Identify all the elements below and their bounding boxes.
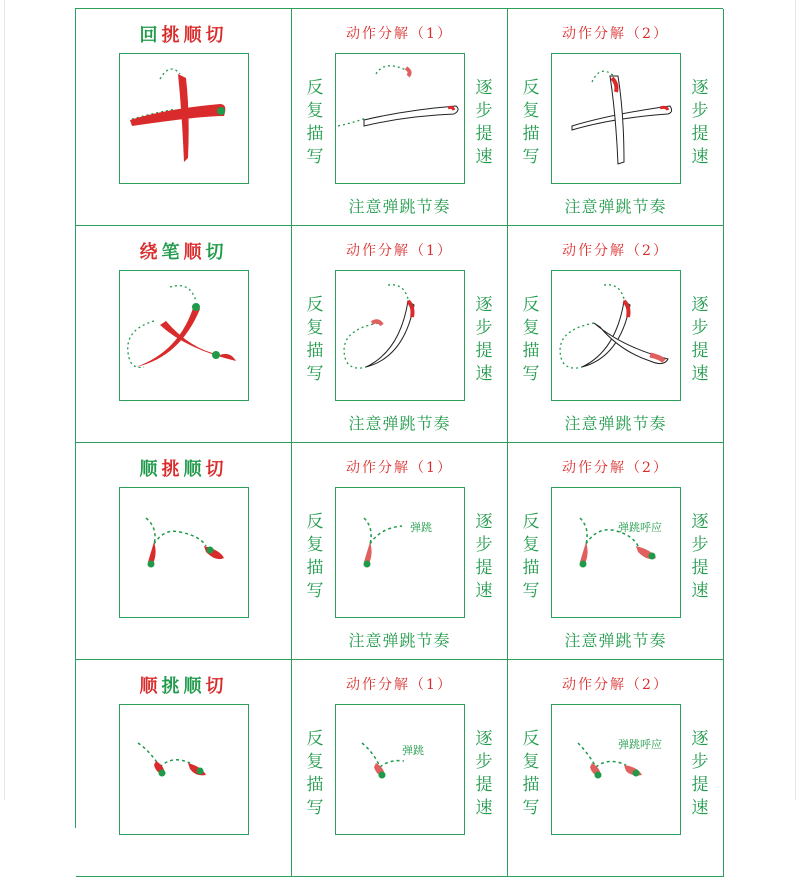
stroke-step1-icon	[336, 271, 463, 399]
step2-box	[551, 704, 681, 835]
title-char: 切	[205, 459, 228, 480]
bounce-note: 弹跳	[410, 521, 432, 534]
title-char: 回	[139, 25, 162, 46]
left-side-text: 反复描写	[522, 729, 540, 818]
left-side-text: 反复描写	[306, 295, 324, 384]
bounce-echo-note: 弹跳呼应	[618, 738, 662, 751]
right-side-text: 逐步提速	[691, 512, 709, 601]
row-1-demo-cell	[76, 9, 292, 226]
stroke-step2-icon	[552, 271, 679, 399]
step1-title: 动作分解（1）	[346, 460, 453, 476]
caption: 注意弹跳节奏	[564, 197, 667, 216]
shi-stroke-full-icon	[120, 54, 247, 182]
row-3-title	[76, 455, 291, 481]
row-3-step1-cell	[292, 443, 508, 660]
title-char: 顺	[183, 242, 206, 263]
title-char: 顺	[139, 459, 162, 480]
title-char: 挑	[161, 459, 184, 480]
row-4-step2-cell	[508, 660, 724, 877]
right-side-text: 逐步提速	[475, 512, 493, 601]
left-side-text: 反复描写	[306, 78, 324, 167]
row-2-demo-cell	[76, 226, 292, 443]
dot-pair-stroke-full-icon	[120, 705, 247, 833]
step2-box	[551, 270, 681, 401]
left-side-text: 反复描写	[306, 512, 324, 601]
stroke-step1-icon	[336, 54, 463, 182]
right-side-text: 逐步提速	[475, 295, 493, 384]
row-1-step1-cell	[292, 9, 508, 226]
row-4-demo-cell	[76, 660, 292, 877]
caption: 注意弹跳节奏	[348, 631, 451, 650]
step1-box	[335, 487, 465, 618]
title-char: 挑	[161, 676, 184, 697]
right-side-text: 逐步提速	[691, 78, 709, 167]
row-4-title	[76, 672, 291, 698]
step2-box	[551, 487, 681, 618]
page-edge-left	[4, 0, 5, 800]
title-char: 笔	[161, 242, 184, 263]
step1-box	[335, 53, 465, 184]
step1-title: 动作分解（1）	[346, 677, 453, 693]
title-char: 顺	[183, 25, 206, 46]
page-edge-right	[795, 0, 796, 800]
caption: 注意弹跳节奏	[564, 414, 667, 433]
row-1-step2-cell	[508, 9, 724, 226]
row-3-demo-box	[119, 487, 249, 618]
left-side-text: 反复描写	[522, 512, 540, 601]
row-1-title	[76, 21, 291, 47]
row-3-step2-cell	[508, 443, 724, 660]
title-char: 切	[205, 676, 228, 697]
row-2-step2-cell	[508, 226, 724, 443]
title-char: 挑	[161, 25, 184, 46]
row-2-demo-box	[119, 270, 249, 401]
stroke-step1-icon	[336, 488, 463, 616]
stroke-step2-icon	[552, 54, 679, 182]
right-side-text: 逐步提速	[475, 78, 493, 167]
step1-box	[335, 270, 465, 401]
caption: 注意弹跳节奏	[348, 197, 451, 216]
row-2-title	[76, 238, 291, 264]
title-char: 顺	[139, 676, 162, 697]
right-side-text: 逐步提速	[691, 729, 709, 818]
step1-title: 动作分解（1）	[346, 243, 453, 259]
stroke-practice-grid	[75, 8, 723, 828]
step2-title: 动作分解（2）	[562, 26, 669, 42]
step2-box	[551, 53, 681, 184]
step1-box	[335, 704, 465, 835]
row-1-demo-box	[119, 53, 249, 184]
stroke-step1-icon	[336, 705, 463, 833]
step2-title: 动作分解（2）	[562, 677, 669, 693]
left-side-text: 反复描写	[522, 295, 540, 384]
title-char: 绕	[139, 242, 162, 263]
title-char: 顺	[183, 676, 206, 697]
caption: 注意弹跳节奏	[348, 414, 451, 433]
left-side-text: 反复描写	[306, 729, 324, 818]
title-char: 顺	[183, 459, 206, 480]
bounce-echo-note: 弹跳呼应	[618, 521, 662, 534]
step2-title: 动作分解（2）	[562, 243, 669, 259]
row-3-demo-cell	[76, 443, 292, 660]
stroke-step2-icon	[552, 705, 679, 833]
step2-title: 动作分解（2）	[562, 460, 669, 476]
wen-stroke-full-icon	[120, 271, 247, 399]
caption: 注意弹跳节奏	[564, 631, 667, 650]
left-side-text: 反复描写	[522, 78, 540, 167]
row-4-step1-cell	[292, 660, 508, 877]
dot-stroke-full-icon	[120, 488, 247, 616]
stroke-step2-icon	[552, 488, 679, 616]
title-char: 切	[205, 242, 228, 263]
step1-title: 动作分解（1）	[346, 26, 453, 42]
right-side-text: 逐步提速	[475, 729, 493, 818]
bounce-note: 弹跳	[402, 744, 424, 757]
title-char: 切	[205, 25, 228, 46]
row-4-demo-box	[119, 704, 249, 835]
right-side-text: 逐步提速	[691, 295, 709, 384]
row-2-step1-cell	[292, 226, 508, 443]
